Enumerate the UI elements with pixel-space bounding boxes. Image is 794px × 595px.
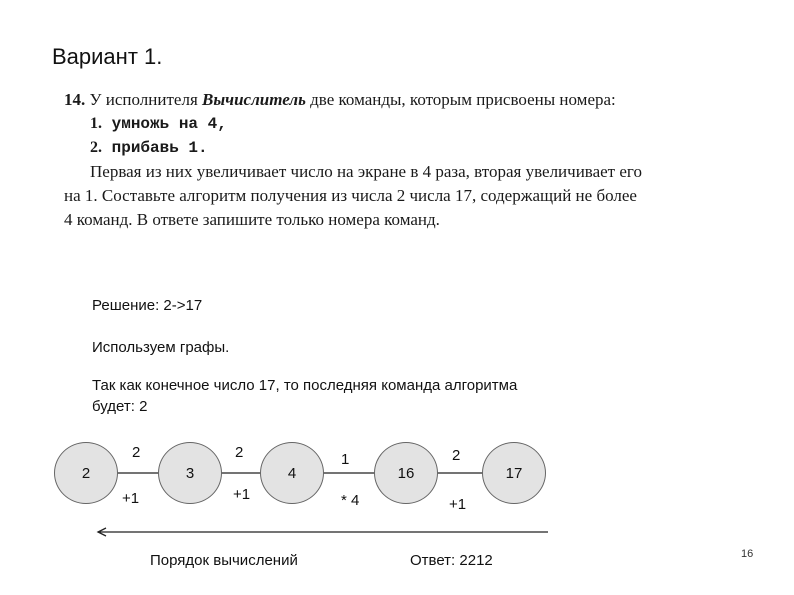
- edge-command-2: 2: [235, 444, 244, 461]
- edge-command-3: 1: [341, 451, 350, 468]
- edge-op-1: +1: [122, 490, 140, 507]
- graph-node-4: 4: [260, 442, 324, 504]
- reasoning-line-1: Так как конечное число 17, то последняя команда алгоритма: [92, 377, 518, 394]
- slide-title: Вариант 1.: [52, 44, 163, 69]
- command-1-text: умножь на 4,: [111, 115, 227, 133]
- executor-name: Вычислитель: [202, 90, 306, 109]
- edge-op-2: +1: [233, 486, 251, 503]
- command-2-text: прибавь 1.: [111, 139, 208, 157]
- edge-op-3: * 4: [341, 492, 360, 509]
- graph-node-3: 3: [158, 442, 222, 504]
- problem-body: Первая из них увеличивает число на экране в 4 раза, вторая увеличивает его на 1. Составьте алгоритм получения из числа 2 числа 17, содержащий не более 4 команд. В ответе запишите только номера команд.: [64, 162, 642, 229]
- use-graphs-line: Используем графы.: [92, 339, 230, 356]
- answer-label: Ответ: 2212: [410, 552, 493, 569]
- problem-number: 14.: [64, 90, 86, 109]
- command-2-number: 2.: [90, 139, 102, 156]
- order-label: Порядок вычислений: [150, 552, 298, 569]
- problem-intro-b: две команды, которым присвоены номера:: [310, 90, 616, 109]
- edge-command-1: 2: [132, 444, 141, 461]
- edge-command-4: 2: [452, 447, 461, 464]
- graph-node-16: 16: [374, 442, 438, 504]
- solution-line: Решение: 2->17: [92, 297, 203, 314]
- reasoning-line-2: будет: 2: [92, 398, 148, 415]
- edge-op-4: +1: [449, 496, 467, 513]
- problem-intro-a: У исполнителя: [89, 90, 198, 109]
- graph-node-17: 17: [482, 442, 546, 504]
- page-number: 16: [741, 548, 754, 560]
- graph-node-2: 2: [54, 442, 118, 504]
- command-1-number: 1.: [90, 115, 102, 132]
